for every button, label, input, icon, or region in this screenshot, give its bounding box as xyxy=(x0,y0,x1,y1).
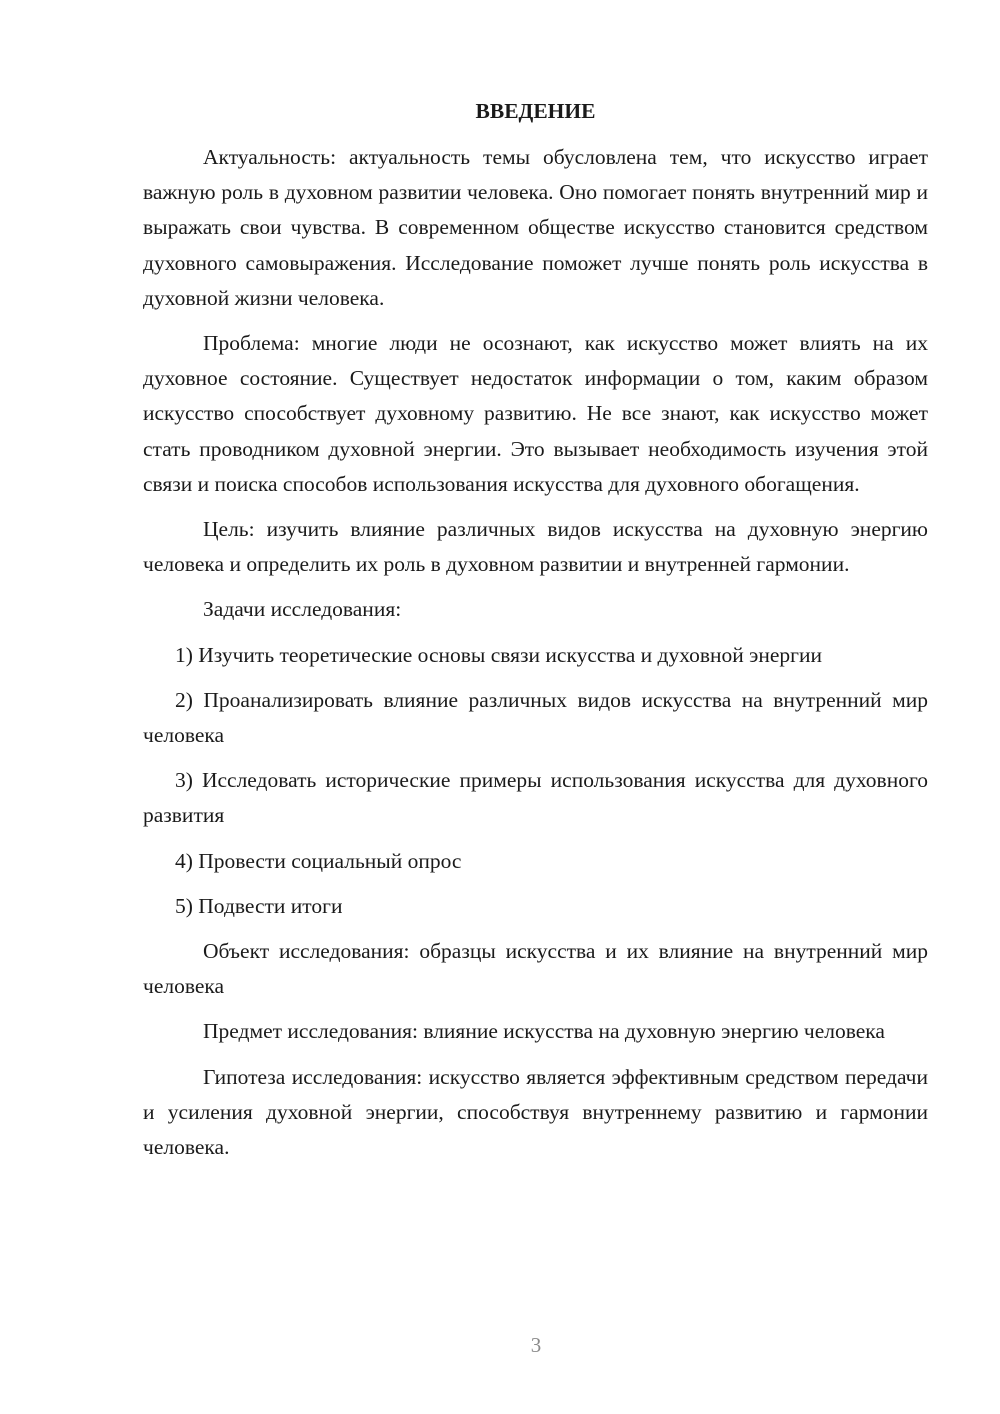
tasks-heading: Задачи исследования: xyxy=(203,597,402,622)
task-item: 3) Исследовать исторические примеры использования искусства для духовного развития xyxy=(143,768,928,828)
task-item: 1) Изучить теоретические основы связи искусства и духовной энергии xyxy=(175,642,823,667)
paragraph-goal: Цель: изучить влияние различных видов искусства на духовную энергию человека и определить их роль в духовном развитии и внутренней гармонии. xyxy=(143,517,928,577)
paragraph-object: Объект исследования: образцы искусства и их влияние на внутренний мир человека xyxy=(143,939,928,999)
paragraph-relevance: Актуальность: актуальность темы обусловлена тем, что искусство играет важную роль в духовном развитии человека. Оно помогает понять внутренний мир и выражать свои чувства. В современном обществе искусство становится средством духовного самовыражения. Исследование поможет лучше понять роль искусства в духовной жизни человека. xyxy=(143,145,928,310)
document-body xyxy=(143,94,928,1175)
page-title: ВВЕДЕНИЕ xyxy=(475,99,596,123)
task-item: 4) Провести социальный опрос xyxy=(175,848,462,873)
paragraph-subject: Предмет исследования: влияние искусства на духовную энергию человека xyxy=(203,1019,885,1044)
task-item: 2) Проанализировать влияние различных видов искусства на внутренний мир человека xyxy=(143,687,928,748)
paragraph-hypothesis: Гипотеза исследования: искусство является эффективным средством передачи и усиления духовной энергии, способствуя внутреннему развитию и гармонии человека. xyxy=(143,1064,928,1160)
paragraph-problem: Проблема: многие люди не осознают, как искусство может влиять на их духовное состояние. Существует недостаток информации о том, каким образом искусство способствует духовному развитию. Не все знают, как искусство может стать проводником духовной энергии. Это вызывает необходимость изучения этой связи и поиска способов использования искусства для духовного обогащения. xyxy=(143,331,928,496)
task-item: 5) Подвести итоги xyxy=(175,893,343,918)
page-number: 3 xyxy=(530,1333,542,1357)
